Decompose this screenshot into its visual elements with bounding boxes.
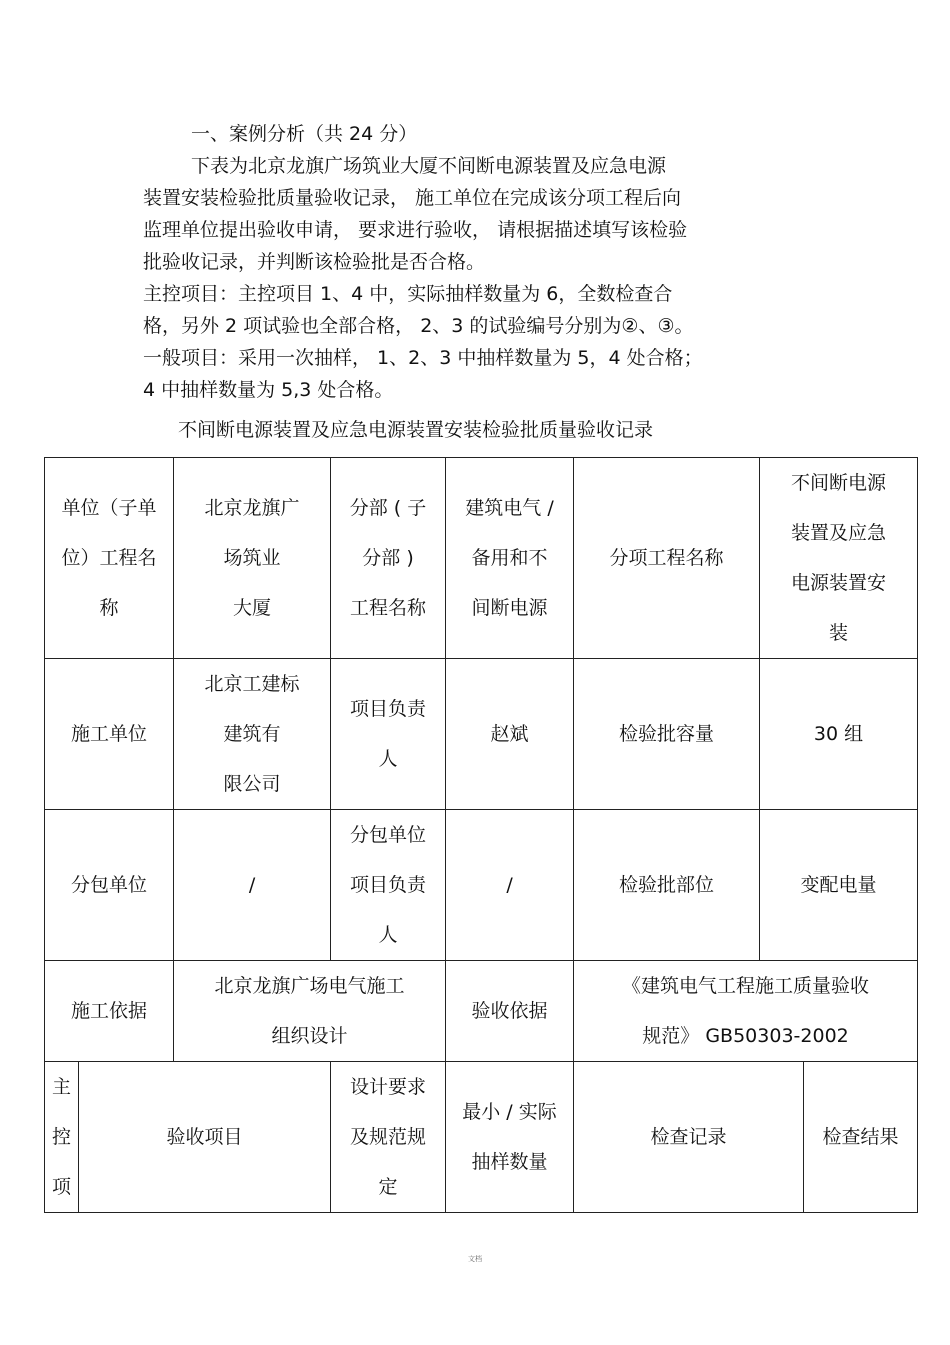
- construction-basis-label: 施工依据: [45, 961, 174, 1062]
- table-row: [45, 1062, 918, 1213]
- project-manager-label: 项目负责 人: [331, 659, 446, 810]
- inspection-record-table: [44, 457, 918, 1213]
- table-row: [45, 659, 918, 810]
- subcontractor-label: 分包单位: [45, 810, 174, 961]
- intro-line: 格，另外 2 项试验也全部合格， 2、3 的试验编号分别为②、③。: [143, 315, 694, 337]
- subitem-project-label: 分项工程名称: [574, 458, 760, 659]
- batch-location-value: 变配电量: [760, 810, 918, 961]
- intro-line: 装置安装检验批质量验收记录， 施工单位在完成该分项工程后向: [143, 187, 682, 209]
- intro-heading: 一、案例分析（共 24 分）: [191, 123, 418, 145]
- inspection-result-header: 检查结果: [804, 1062, 918, 1213]
- intro-line: 批验收记录，并判断该检验批是否合格。: [143, 251, 486, 273]
- table-row: [45, 961, 918, 1062]
- batch-capacity-label: 检验批容量: [574, 659, 760, 810]
- table-row: [45, 810, 918, 961]
- acceptance-basis-value: 《建筑电气工程施工质量验收 规范》 GB50303-2002: [574, 961, 918, 1062]
- design-requirement-header: 设计要求 及规范规 定: [331, 1062, 446, 1213]
- intro-line: 监理单位提出验收申请， 要求进行验收， 请根据描述填写该检验: [143, 219, 688, 241]
- division-project-label: 分部 ( 子 分部 ) 工程名称: [331, 458, 446, 659]
- intro-text: [143, 118, 823, 406]
- batch-capacity-value: 30 组: [760, 659, 918, 810]
- table-row: [45, 458, 918, 659]
- project-manager-value: 赵斌: [446, 659, 574, 810]
- table-caption: 不间断电源装置及应急电源装置安装检验批质量验收记录: [178, 419, 654, 441]
- subcontractor-value: /: [174, 810, 331, 961]
- unit-project-label: 单位（子单 位）工程名 称: [45, 458, 174, 659]
- acceptance-item-header: 验收项目: [79, 1062, 331, 1213]
- footer-mark: 文档: [468, 1255, 482, 1263]
- construction-basis-value: 北京龙旗广场电气施工 组织设计: [174, 961, 446, 1062]
- unit-project-value: 北京龙旗广 场筑业 大厦: [174, 458, 331, 659]
- acceptance-basis-label: 验收依据: [446, 961, 574, 1062]
- sub-manager-value: /: [446, 810, 574, 961]
- intro-line: 4 中抽样数量为 5,3 处合格。: [143, 379, 394, 401]
- subitem-project-value: 不间断电源 装置及应急 电源装置安 装: [760, 458, 918, 659]
- batch-location-label: 检验批部位: [574, 810, 760, 961]
- intro-line: 下表为北京龙旗广场筑业大厦不间断电源装置及应急电源: [191, 155, 667, 177]
- intro-line: 一般项目：采用一次抽样， 1、2、3 中抽样数量为 5，4 处合格；: [143, 347, 703, 369]
- main-control-label: 主 控 项: [45, 1062, 79, 1213]
- sub-manager-label: 分包单位 项目负责 人: [331, 810, 446, 961]
- sample-count-header: 最小 / 实际 抽样数量: [446, 1062, 574, 1213]
- contractor-value: 北京工建标 建筑有 限公司: [174, 659, 331, 810]
- inspection-record-header: 检查记录: [574, 1062, 804, 1213]
- contractor-label: 施工单位: [45, 659, 174, 810]
- intro-line: 主控项目：主控项目 1、4 中，实际抽样数量为 6，全数检查合: [143, 283, 673, 305]
- division-project-value: 建筑电气 / 备用和不 间断电源: [446, 458, 574, 659]
